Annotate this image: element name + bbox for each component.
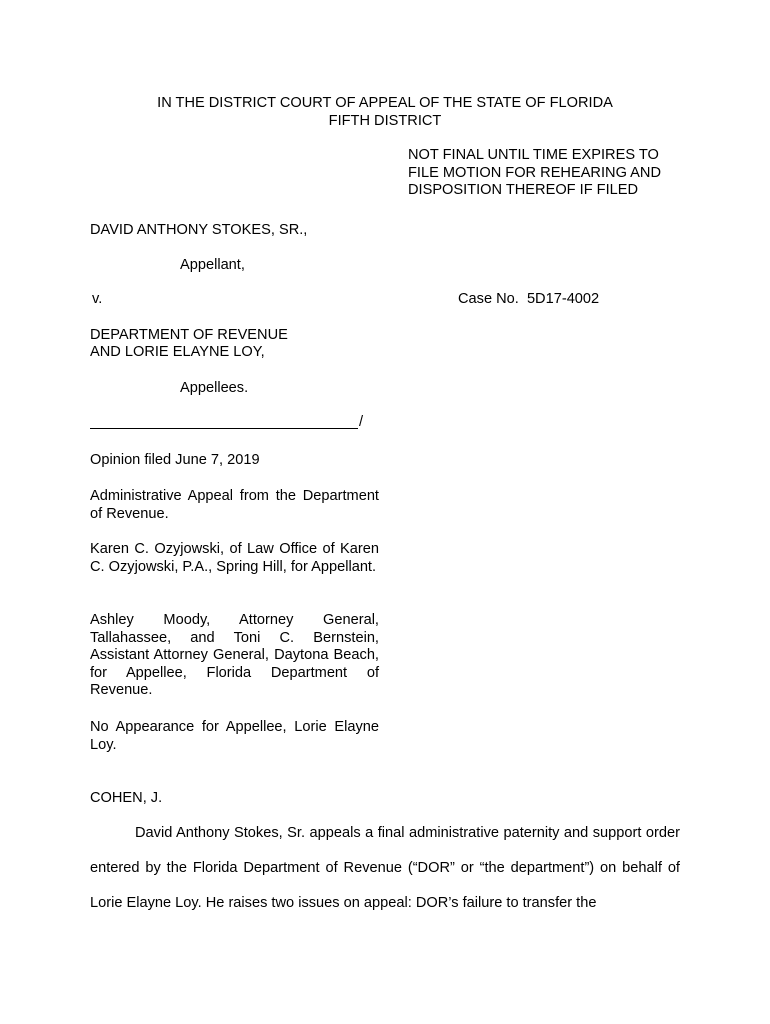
notice-line3: DISPOSITION THEREOF IF FILED [408,182,639,198]
notice-line1: NOT FINAL UNTIL TIME EXPIRES TO [408,147,659,163]
caption-signature-line [90,428,358,429]
appellant-counsel: Karen C. Ozyjowski, of Law Office of Karen C. Ozyjowski, P.A., Spring Hill, for Appellant. [90,541,379,575]
opinion-paragraph: David Anthony Stokes, Sr. appeals a final administrative paternity and support order entered by the Florida Department of Revenue (“DOR” or “the department”) on behalf of Lorie Elayne Loy. He raises two issues on appeal: DOR’s failure to transfer the [90,825,680,911]
appellant-role: Appellant, [180,257,245,273]
court-name-line2: FIFTH DISTRICT [328,113,442,129]
notice-line2: FILE MOTION FOR REHEARING AND [408,164,661,181]
appellee-name-line1: DEPARTMENT OF REVENUE [90,327,288,343]
authoring-judge: COHEN, J. [90,790,163,806]
caption-slash: / [359,414,364,430]
no-appearance-note: No Appearance for Appellee, Lorie Elayne Loy. [90,719,379,753]
appellee-role: Appellees. [180,380,249,396]
not-final-notice [408,147,698,200]
appellee-counsel: Ashley Moody, Attorney General, Tallahassee, and Toni C. Bernstein, Assistant Attorney General, Daytona Beach, for Appellee, Florida Department of Revenue. [90,612,379,698]
case-number: Case No. 5D17-4002 [458,291,600,307]
versus-label: v. [92,291,103,307]
opinion-filed-date: Opinion filed June 7, 2019 [90,452,260,468]
appellee-name-line2: AND LORIE ELAYNE LOY, [90,344,265,360]
court-name-line1: IN THE DISTRICT COURT OF APPEAL OF THE STATE OF FLORIDA [157,95,613,111]
appeal-origin: Administrative Appeal from the Department of Revenue. [90,488,379,522]
appellant-name: DAVID ANTHONY STOKES, SR., [90,222,308,238]
